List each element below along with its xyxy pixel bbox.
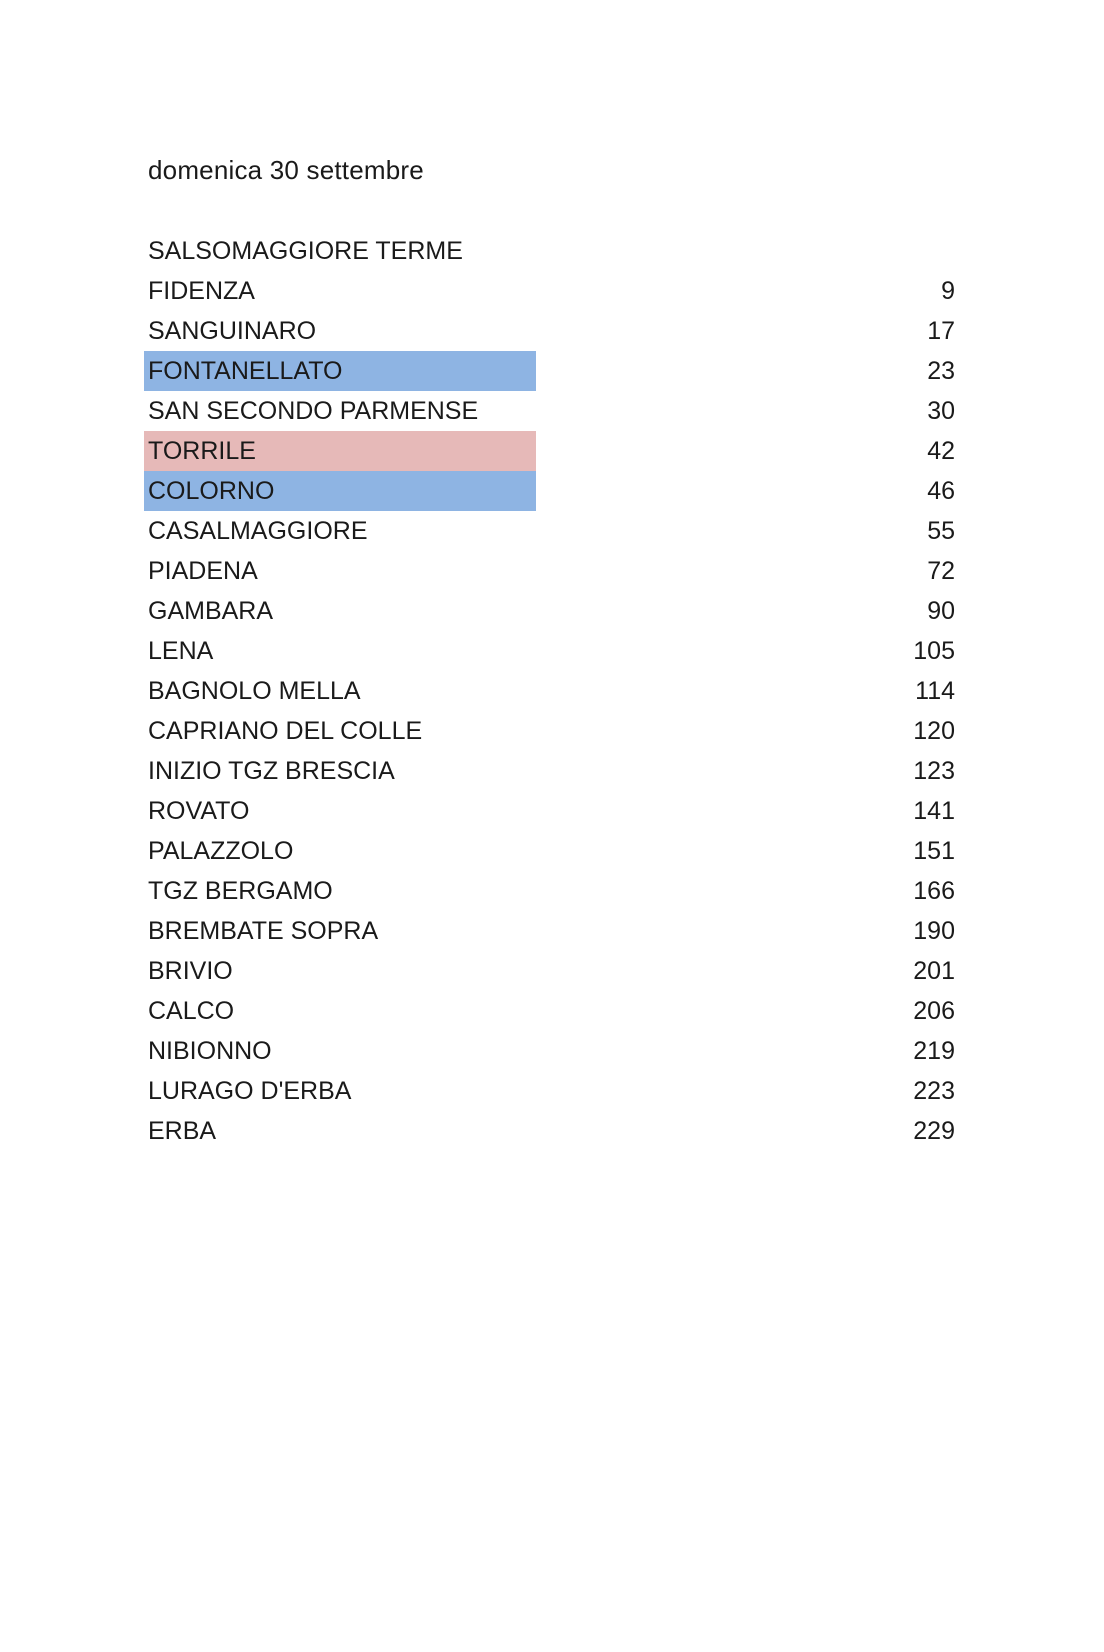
table-row (144, 1031, 955, 1071)
route-table (144, 231, 955, 1151)
table-row (144, 591, 955, 631)
distance-cell: 114 (915, 677, 955, 705)
place-name-cell: FIDENZA (148, 277, 255, 305)
place-name-cell: TORRILE (144, 431, 536, 471)
distance-cell: 229 (913, 1117, 955, 1145)
distance-cell: 30 (927, 397, 955, 425)
place-name-cell: CASALMAGGIORE (148, 517, 368, 545)
distance-cell (815, 231, 955, 271)
table-row (144, 671, 955, 711)
distance-cell: 219 (913, 1037, 955, 1065)
distance-cell: 120 (913, 717, 955, 745)
table-row (144, 1111, 955, 1151)
distance-cell: 9 (941, 277, 955, 305)
distance-cell: 123 (913, 757, 955, 785)
page-title: domenica 30 settembre (148, 155, 424, 185)
table-row (144, 231, 955, 271)
table-row (144, 991, 955, 1031)
distance-cell: 201 (913, 957, 955, 985)
distance-cell: 141 (913, 797, 955, 825)
distance-cell: 42 (927, 437, 955, 465)
distance-cell: 190 (913, 917, 955, 945)
table-row (144, 511, 955, 551)
place-name-cell: LENA (148, 637, 214, 665)
place-name-cell: CAPRIANO DEL COLLE (148, 717, 423, 745)
table-row (144, 831, 955, 871)
table-row (144, 271, 955, 311)
distance-cell: 72 (927, 557, 955, 585)
distance-cell: 17 (927, 317, 955, 345)
distance-cell: 105 (913, 637, 955, 665)
table-row (144, 751, 955, 791)
table-row (144, 311, 955, 351)
place-name-cell: BRIVIO (148, 957, 233, 985)
distance-cell: 223 (913, 1077, 955, 1105)
distance-cell: 23 (927, 357, 955, 385)
distance-cell: 90 (927, 597, 955, 625)
place-name-cell: BREMBATE SOPRA (148, 917, 379, 945)
place-name-cell: SALSOMAGGIORE TERME (148, 237, 463, 265)
place-name-cell: FONTANELLATO (144, 351, 536, 391)
table-row (144, 431, 955, 471)
table-row (144, 711, 955, 751)
place-name-cell: SAN SECONDO PARMENSE (148, 397, 479, 425)
place-name-cell: SANGUINARO (148, 317, 317, 345)
place-name-cell: ERBA (148, 1117, 217, 1145)
place-name-cell: GAMBARA (148, 597, 274, 625)
place-name-cell: PIADENA (148, 557, 258, 585)
place-name-cell: LURAGO D'ERBA (148, 1077, 352, 1105)
distance-cell: 46 (927, 477, 955, 505)
table-row (144, 871, 955, 911)
table-row (144, 551, 955, 591)
distance-cell: 166 (913, 877, 955, 905)
table-row (144, 1071, 955, 1111)
place-name-cell: TGZ BERGAMO (148, 877, 333, 905)
distance-cell: 206 (913, 997, 955, 1025)
table-row (144, 791, 955, 831)
place-name-cell: CALCO (148, 997, 235, 1025)
table-row (144, 951, 955, 991)
table-row (144, 391, 955, 431)
place-name-cell: BAGNOLO MELLA (148, 677, 361, 705)
place-name-cell: INIZIO TGZ BRESCIA (148, 757, 395, 785)
place-name-cell: COLORNO (144, 471, 536, 511)
table-row (144, 351, 955, 391)
distance-cell: 55 (927, 517, 955, 545)
table-row (144, 631, 955, 671)
distance-cell: 151 (913, 837, 955, 865)
table-row (144, 471, 955, 511)
place-name-cell: ROVATO (148, 797, 250, 825)
place-name-cell: NIBIONNO (148, 1037, 272, 1065)
table-row (144, 911, 955, 951)
place-name-cell: PALAZZOLO (148, 837, 294, 865)
